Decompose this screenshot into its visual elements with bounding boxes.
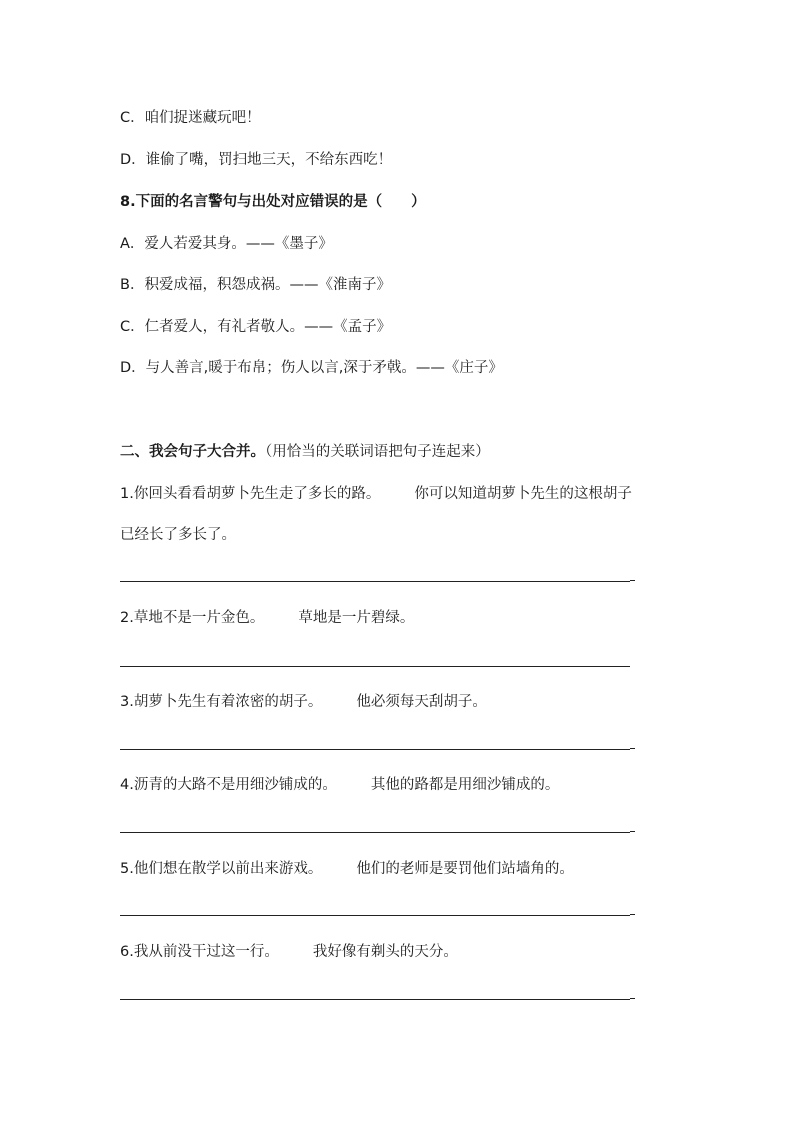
sentence-4-part-b: 其他的路都是用细沙铺成的。 xyxy=(370,777,560,793)
section2-heading xyxy=(120,442,490,462)
sentence-6 xyxy=(120,942,458,962)
sentence-2 xyxy=(120,608,414,628)
answer-line-4[interactable] xyxy=(120,832,630,833)
sentence-6-part-b: 我好像有剃头的天分。 xyxy=(312,944,458,960)
sentence-2-part-a: 2.草地不是一片金色。 xyxy=(120,610,265,626)
sentence-3-part-a: 3.胡萝卜先生有着浓密的胡子。 xyxy=(120,694,323,710)
sentence-5 xyxy=(120,859,574,879)
answer-line-1[interactable] xyxy=(120,581,630,582)
sentence-3 xyxy=(120,692,487,712)
sentence-1-continuation: 已经长了多长了。 xyxy=(120,527,236,543)
sentence-4-part-a: 4.沥青的大路不是用细沙铺成的。 xyxy=(120,777,337,793)
q8-option-a: A．爱人若爱其身。——《墨子》 xyxy=(120,236,333,252)
q7-option-d: D．谁偷了嘴，罚扫地三天，不给东西吃！ xyxy=(120,152,393,168)
q7-option-c: C．咱们捉迷藏玩吧！ xyxy=(120,110,261,126)
q8-option-c: C．仁者爱人，有礼者敬人。——《孟子》 xyxy=(120,319,392,335)
answer-line-5[interactable] xyxy=(120,915,630,916)
answer-line-2[interactable] xyxy=(120,666,630,667)
section2-title: 二、我会句子大合并。 xyxy=(120,444,265,460)
sentence-4 xyxy=(120,775,559,795)
answer-line-6[interactable] xyxy=(120,999,630,1000)
sentence-3-part-b: 他必须每天刮胡子。 xyxy=(356,694,487,710)
sentence-5-part-b: 他们的老师是要罚他们站墙角的。 xyxy=(356,861,574,877)
q8-title: 8.下面的名言警句与出处对应错误的是（ ） xyxy=(120,194,426,210)
q8-option-d: D．与人善言,暖于布帛；伤人以言,深于矛戟。——《庄子》 xyxy=(120,360,503,376)
answer-line-3[interactable] xyxy=(120,749,630,750)
section2-instruction: （用恰当的关联词语把句子连起来） xyxy=(265,444,490,460)
sentence-5-part-a: 5.他们想在散学以前出来游戏。 xyxy=(120,861,323,877)
sentence-1 xyxy=(120,484,632,504)
sentence-6-part-a: 6.我从前没干过这一行。 xyxy=(120,944,279,960)
sentence-2-part-b: 草地是一片碧绿。 xyxy=(298,610,415,626)
q8-option-b: B．积爱成福，积怨成祸。——《淮南子》 xyxy=(120,277,391,293)
sentence-1-part-b: 你可以知道胡萝卜先生的这根胡子 xyxy=(414,486,632,502)
sentence-1-part-a: 1.你回头看看胡萝卜先生走了多长的路。 xyxy=(120,486,381,502)
